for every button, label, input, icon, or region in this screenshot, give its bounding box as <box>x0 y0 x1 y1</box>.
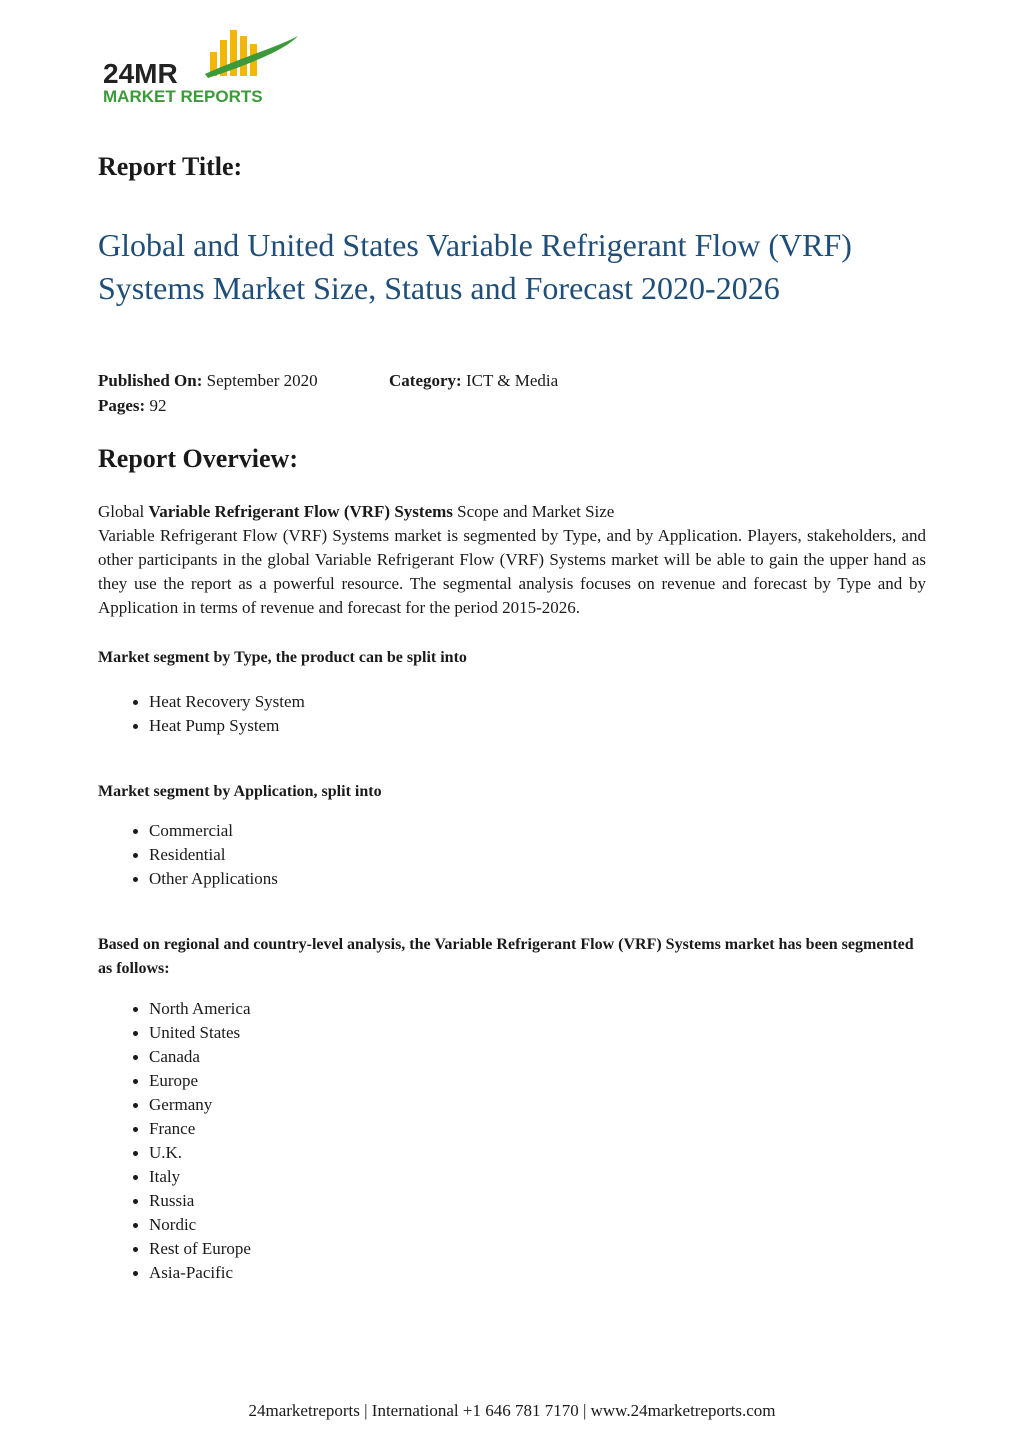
logo-bottom-text: MARKET REPORTS <box>103 87 263 106</box>
report-title-heading: Report Title: <box>98 152 243 181</box>
page-footer: 24marketreports | International +1 646 781 7170 | www.24marketreports.com <box>248 1401 776 1420</box>
scope-prefix: Global <box>98 502 145 521</box>
list-item: Other Applications <box>98 867 278 891</box>
segment-type-list <box>98 690 305 738</box>
category <box>389 371 558 391</box>
overview-paragraph: Variable Refrigerant Flow (VRF) Systems market is segmented by Type, and by Application. Players, stakeholders, and other participants in the global Variable Refrigerant Flow (VRF) Systems market will be able to gain the upper hand as they use the report as a powerful resource. The segmental analysis focuses on revenue and forecast by Type and by Application in terms of revenue and forecast for the period 2015-2026. <box>98 526 926 617</box>
list-item: Russia <box>98 1189 251 1213</box>
scope-line <box>98 500 926 524</box>
segment-type-heading: Market segment by Type, the product can be split into <box>98 649 467 666</box>
list-item: Heat Pump System <box>98 714 305 738</box>
published-value: September 2020 <box>206 371 318 390</box>
list-item: France <box>98 1117 251 1141</box>
list-item: North America <box>98 997 251 1021</box>
category-label: Category: <box>389 371 462 390</box>
published-on <box>98 371 318 391</box>
segment-region-list <box>98 997 251 1285</box>
list-item: Heat Recovery System <box>98 690 305 714</box>
list-item: Commercial <box>98 819 278 843</box>
list-item: Canada <box>98 1045 251 1069</box>
category-value: ICT & Media <box>465 371 559 390</box>
pages <box>98 396 166 416</box>
company-logo <box>100 28 305 108</box>
pages-label: Pages: <box>98 396 146 415</box>
list-item: Italy <box>98 1165 251 1189</box>
scope-suffix: Scope and Market Size <box>457 502 615 521</box>
segment-region-heading: Based on regional and country-level analysis, the Variable Refrigerant Flow (VRF) Systems market has been segmented as follows: <box>98 936 914 977</box>
pages-value: 92 <box>149 396 167 415</box>
list-item: Rest of Europe <box>98 1237 251 1261</box>
list-item: Nordic <box>98 1213 251 1237</box>
overview-text <box>98 500 926 620</box>
list-item: Residential <box>98 843 278 867</box>
segment-application-list <box>98 819 278 891</box>
list-item: United States <box>98 1021 251 1045</box>
list-item: Europe <box>98 1069 251 1093</box>
list-item: Germany <box>98 1093 251 1117</box>
segment-application-heading: Market segment by Application, split into <box>98 783 382 800</box>
list-item: U.K. <box>98 1141 251 1165</box>
scope-bold: Variable Refrigerant Flow (VRF) Systems <box>148 502 453 521</box>
report-title: Global and United States Variable Refrigerant Flow (VRF) Systems Market Size, Status and Forecast 2020-2026 <box>98 227 852 306</box>
logo-top-text: 24MR <box>103 58 178 89</box>
published-label: Published On: <box>98 371 203 390</box>
list-item: Asia-Pacific <box>98 1261 251 1285</box>
report-overview-heading: Report Overview: <box>98 444 298 473</box>
